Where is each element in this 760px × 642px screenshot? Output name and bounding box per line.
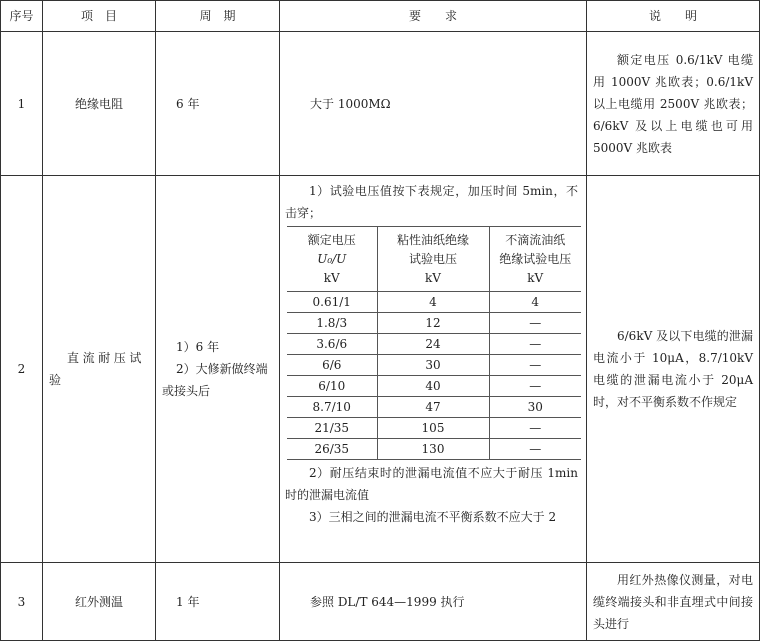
period-line-1: 1）6 年 — [176, 340, 220, 354]
subtable-row: 1.8/3 12 — — [287, 313, 581, 334]
row-item: 红外测温 — [43, 563, 156, 641]
subtable-row: 0.61/1 4 4 — [287, 292, 581, 313]
row-note — [587, 176, 760, 563]
header-period: 周 期 — [156, 1, 280, 32]
row-note — [587, 32, 760, 176]
header-requirement: 要 求 — [280, 1, 587, 32]
row-item-text: 直流耐压试验 — [49, 351, 146, 387]
row-requirement — [280, 176, 587, 563]
table-row — [1, 563, 760, 641]
period-line-2: 2）大修新做终端或接头后 — [162, 362, 268, 398]
header-note: 说 明 — [587, 1, 760, 32]
row-no: 1 — [1, 32, 43, 176]
header-item: 项 目 — [43, 1, 156, 32]
row-period: 1 年 — [156, 563, 280, 641]
subtable-row: 21/35 105 — — [287, 418, 581, 439]
header-no: 序号 — [1, 1, 43, 32]
row-note-text: 额定电压 0.6/1kV 电缆用 1000V 兆欧表；0.6/1kV 以上电缆用 2500V 兆欧表；6/6kV 及以上电缆也可用 5000V 兆欧表 — [593, 52, 753, 155]
row-requirement: 参照 DL/T 644—1999 执行 — [280, 563, 587, 641]
subtable-header-row — [287, 227, 581, 292]
subtable-row: 26/35 130 — — [287, 439, 581, 460]
table-row — [1, 32, 760, 176]
row-period: 6 年 — [156, 32, 280, 176]
row-no: 2 — [1, 176, 43, 563]
requirement-intro: 1）试验电压值按下表规定，加压时间 5min，不击穿； — [285, 184, 578, 220]
row-note-text: 6/6kV 及以下电缆的泄漏电流小于 10μA，8.7/10kV 电缆的泄漏电流小于 20μA 时，对不平衡系数不作规定 — [593, 329, 753, 409]
requirement-item-2: 2）耐压结束时的泄漏电流值不应大于耐压 1min 时的泄漏电流值 — [285, 466, 578, 502]
row-note-text: 用红外热像仪测量，对电缆终端接头和非直埋式中间接头进行 — [593, 572, 753, 631]
subtable-header-rated-voltage: 额定电压 U₀/U kV — [287, 227, 377, 292]
test-voltage-subtable — [287, 226, 581, 460]
subtable-row: 8.7/10 47 30 — [287, 397, 581, 418]
row-item — [43, 176, 156, 563]
subtable-header-non-drip-oil-paper: 不滴流油纸 绝缘试验电压 kV — [489, 227, 581, 292]
subtable-row: 6/10 40 — — [287, 376, 581, 397]
row-note — [587, 563, 760, 641]
row-requirement: 大于 1000MΩ — [280, 32, 587, 176]
requirement-item-3: 3）三相之间的泄漏电流不平衡系数不应大于 2 — [309, 510, 557, 524]
row-item: 绝缘电阻 — [43, 32, 156, 176]
subtable-row: 6/6 30 — — [287, 355, 581, 376]
header-row — [1, 1, 760, 32]
row-no: 3 — [1, 563, 43, 641]
row-period — [156, 176, 280, 563]
table-row — [1, 176, 760, 563]
subtable-row: 3.6/6 24 — — [287, 334, 581, 355]
subtable-header-viscous-oil-paper: 粘性油纸绝缘 试验电压 kV — [377, 227, 489, 292]
